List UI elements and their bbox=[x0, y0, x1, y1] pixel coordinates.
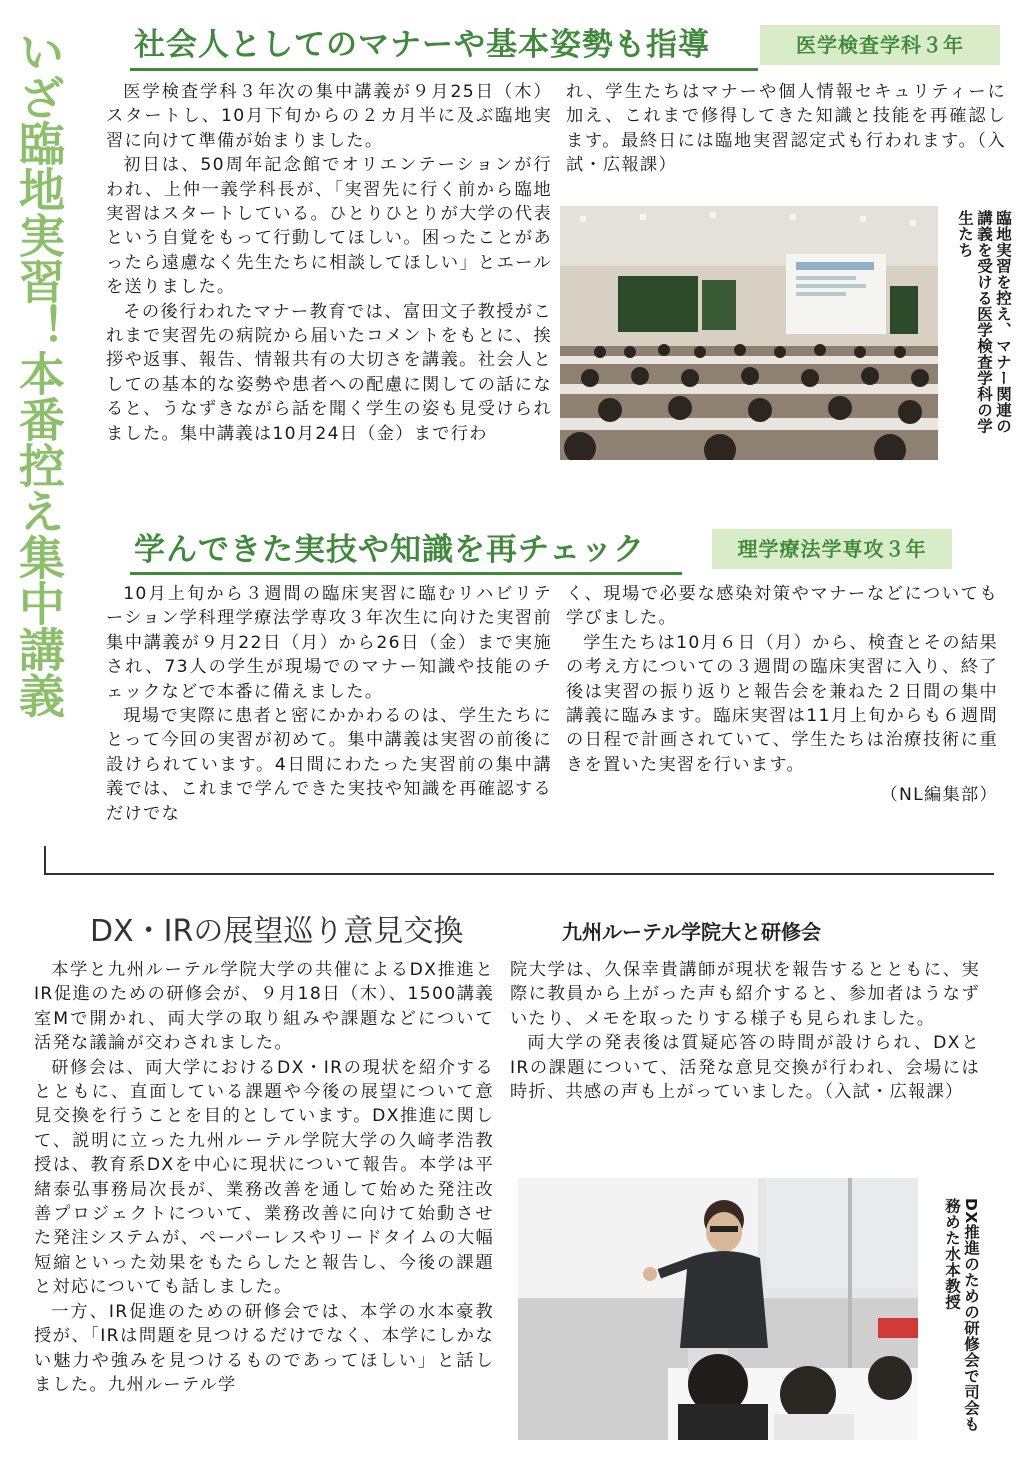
article2-tag: 理学療法学専攻３年 bbox=[712, 529, 952, 569]
side-title: いざ臨地実習！本番控え集中講義 bbox=[12, 28, 66, 718]
article2-paragraph: く、現場で必要な感染対策やマナーなどについても学びました。 bbox=[566, 584, 998, 629]
article1-paragraph: れ、学生たちはマナーや個人情報セキュリティーに加え、これまで修得してきた知識と技能を再確認します。最終日には臨地実習認定式も行われます。（入試・広報課） bbox=[566, 82, 1006, 176]
article3-subhead: 九州ルーテル学院大と研修会 bbox=[562, 920, 821, 944]
section-divider-horizontal bbox=[44, 873, 994, 875]
article3-paragraph: 両大学の発表後は質疑応答の時間が設けられ、DXとIRの課題について、活発な意見交換が行われ、会場には時折、共感の声も上がっていました。（入試・広報課） bbox=[510, 1033, 980, 1103]
article1-paragraph: その後行われたマナー教育では、富田文子教授がこれまで実習先の病院から届いたコメントをもとに、挨拶や返事、報告、情報共有の大切さを講義。社会人としての基本的な姿勢や患者への配慮に関しての話になると、うなずきながら話を聞く学生の姿も見受けられました。集中講義は10月24日（金）まで行わ bbox=[106, 301, 552, 444]
article1-paragraph: 初日は、50周年記念館でオリエンテーションが行われ、上仲一義学科長が、「実習先に行く前から臨地実習はスタートしている。ひとりひとりが大学の代表という自覚をもって行動してほしい。困ったことがあったら遠慮なく先生たちに相談してほしい」とエールを送りました。 bbox=[106, 155, 552, 298]
article1-photo-caption: 臨地実習を控え、マナー関連の講義を受ける医学検査学科の学生たち bbox=[956, 210, 1012, 434]
article1-headline: 社会人としてのマナーや基本姿勢も指導 bbox=[134, 27, 710, 63]
article3-paragraph: 院大学は、久保幸貴講師が現状を報告するとともに、実際に教員から上がった声も紹介すると、参加者はうなずいたり、メモを取ったりする様子も見られました。 bbox=[510, 960, 980, 1029]
article3-paragraph: 一方、IR促進のための研修会では、本学の水本豪教授が、「IRは問題を見つけるだけでなく、本学にしかない魅力や強みを見つけるものであってほしい」と話しました。九州ルーテル学 bbox=[34, 1301, 494, 1395]
article1-column-2 bbox=[566, 80, 1006, 178]
article2-paragraph: 現場で実際に患者と密にかかわるのは、学生たちにとって今回の実習が初めて。集中講義は実習の前後に設けられています。4日間にわたった実習前の集中講義では、これまで学んできた実技や知識を再確認するだけでな bbox=[106, 706, 552, 824]
article1-paragraph: 医学検査学科３年次の集中講義が９月25日（木）スタートし、10月下旬からの２カ月半に及ぶ臨地実習に向けて準備が始まりました。 bbox=[106, 82, 552, 151]
article3-photo-caption: DX推進のための研修会で司会も務めた水本教授 bbox=[943, 1198, 980, 1432]
article3-column-1 bbox=[34, 958, 494, 1397]
article2-headline-underline bbox=[130, 572, 682, 575]
article2-paragraph: 10月上旬から３週間の臨床実習に臨むリハビリテーション学科理学療法学専攻３年次生に向けた実習前集中講義が９月22日（月）から26日（金）まで実施され、73人の学生が現場でのマナー知識や技能のチェックなどで本番に備えました。 bbox=[106, 584, 552, 702]
article3-paragraph: 研修会は、両大学におけるDX・IRの現状を紹介するとともに、直面している課題や今後の展望について意見交換を行うことを目的としています。DX推進に関して、説明に立った九州ルーテル学院大学の久﨑孝浩教授は、教育系DXを中心に現状について報告。本学は平緒泰弘事務局次長が、業務改善を通して始めた発注改善プロジェクトについて、業務改善に向けて始動させた発注システムが、ペーパーレスやリードタイムの大幅短縮といった効果をもたらしたと報告し、今後の課題と対応についても話しました。 bbox=[34, 1057, 494, 1298]
article3-paragraph: 本学と九州ルーテル学院大学の共催によるDX推進とIR促進のための研修会が、９月18日（木）、1500講義室Mで開かれ、両大学の取り組みや課題などについて活発な議論が交わされました。 bbox=[34, 960, 494, 1054]
article1-column-1 bbox=[106, 80, 552, 446]
article2-headline: 学んできた実技や知識を再チェック bbox=[134, 532, 646, 568]
lecture-hall-photo bbox=[560, 206, 938, 460]
article2-column-1 bbox=[106, 582, 552, 826]
article2-column-2 bbox=[566, 582, 998, 808]
article1-headline-underline bbox=[130, 68, 758, 71]
article2-credit: （NL編集部） bbox=[880, 785, 998, 806]
article2-paragraph: 学生たちは10月６日（月）から、検査とその結果の考え方についての３週間の臨床実習に入り、終了後は実習の振り返りと報告会を兼ねた２日間の集中講義に臨みます。臨床実習は11月上旬からも６週間の日程で計画されていて、学生たちは治療技術に重きを置いた実習を行います。 bbox=[566, 632, 998, 775]
article3-column-2 bbox=[510, 958, 980, 1104]
article3-headline: DX・IRの展望巡り意見交換 bbox=[90, 914, 464, 949]
section-divider-vertical bbox=[44, 846, 46, 874]
seminar-photo bbox=[518, 1178, 918, 1440]
article1-tag: 医学検査学科３年 bbox=[760, 25, 1000, 65]
